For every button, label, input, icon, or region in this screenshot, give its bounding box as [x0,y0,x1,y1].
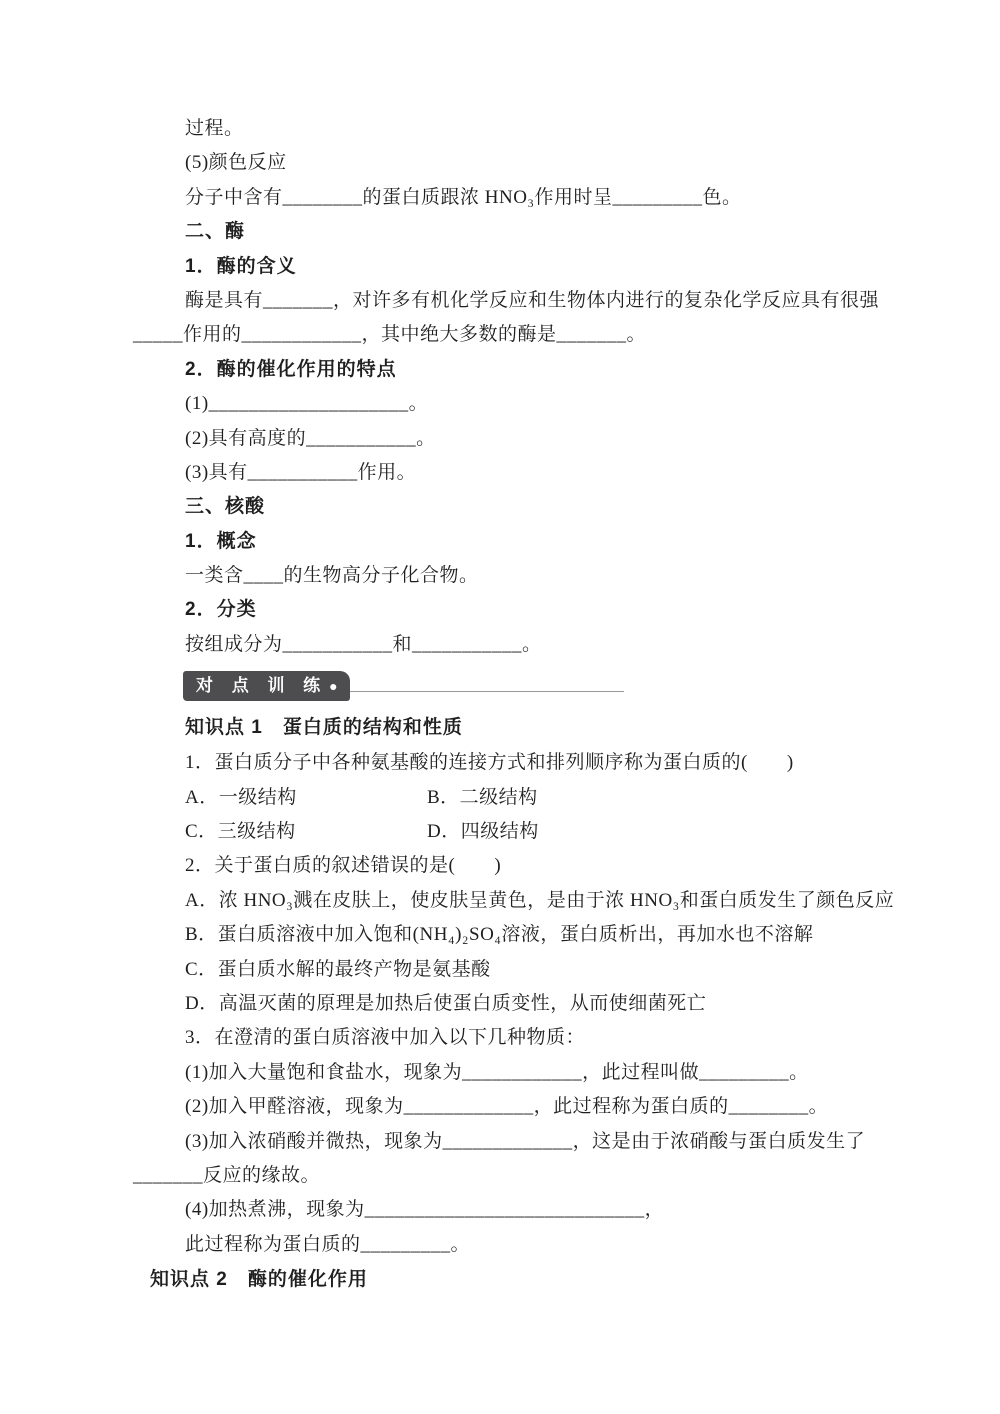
text-line: 此过程称为蛋白质的_________。 [185,1233,471,1255]
text-line: 按组成分为___________和___________。 [185,633,542,655]
text-line: C．蛋白质水解的最终产物是氨基酸 [185,958,491,980]
training-banner-row [0,662,1000,710]
text-flow [0,112,1000,1298]
option-cell: D．四级结构 [427,821,539,843]
section-heading: 1．酶的含义 [185,255,297,277]
option-cell: C．三级结构 [185,821,296,843]
bullet-icon: ● [329,678,339,695]
section-heading: 2．分类 [185,599,257,621]
section-heading: 2．酶的催化作用的特点 [185,358,397,380]
option-row [0,815,1000,849]
section-heading: 1．概念 [185,530,257,552]
text-line: _____作用的____________，其中绝大多数的酶是_______。 [133,324,647,346]
text-line: A．浓 HNO₃溅在皮肤上，使皮肤呈黄色，是由于浓 HNO₃和蛋白质发生了颜色反应 [185,889,895,911]
text-line: 3．在澄清的蛋白质溶液中加入以下几种物质： [185,1027,586,1049]
option-cell: A．一级结构 [185,786,297,808]
text-line: _______反应的缘故。 [133,1164,321,1186]
training-banner [183,671,350,701]
text-line: (3)具有___________作用。 [185,461,417,483]
option-row [0,781,1000,815]
knowledge-point-heading: 知识点 2 酶的催化作用 [150,1269,368,1291]
text-line: (4)加热煮沸，现象为____________________________， [185,1199,665,1221]
text-line: (2)加入甲醛溶液，现象为_____________，此过程称为蛋白质的________。 [185,1096,829,1118]
banner-rule [350,691,624,692]
text-line: (5)颜色反应 [185,152,287,174]
section-heading: 二、酶 [185,221,246,243]
text-line: 过程。 [185,118,244,139]
knowledge-point-heading: 知识点 1 蛋白质的结构和性质 [185,717,463,739]
text-line: 酶是具有_______，对许多有机化学反应和生物体内进行的复杂化学反应具有很强 [185,289,880,311]
section-heading: 三、核酸 [185,496,266,518]
text-line: 一类含____的生物高分子化合物。 [185,565,479,587]
text-line: 1．蛋白质分子中各种氨基酸的连接方式和排列顺序称为蛋白质的( ) [185,752,794,774]
text-line: D．高温灭菌的原理是加热后使蛋白质变性，从而使细菌死亡 [185,992,707,1014]
text-line: B．蛋白质溶液中加入饱和(NH₄)₂SO₄溶液，蛋白质析出，再加水也不溶解 [185,924,814,946]
text-line: 分子中含有________的蛋白质跟浓 HNO₃作用时呈_________色。 [185,186,742,208]
training-banner-label: 对 点 训 练 [196,676,328,696]
text-line: (1)加入大量饱和食盐水，现象为____________，此过程叫做_________。 [185,1061,809,1083]
option-cell: B．二级结构 [427,786,538,808]
text-line: (2)具有高度的___________。 [185,427,436,449]
text-line: (1)____________________。 [185,393,429,415]
text-line: (3)加入浓硝酸并微热，现象为_____________，这是由于浓硝酸与蛋白质发生了 [185,1130,866,1152]
text-line: 2．关于蛋白质的叙述错误的是( ) [185,855,502,877]
